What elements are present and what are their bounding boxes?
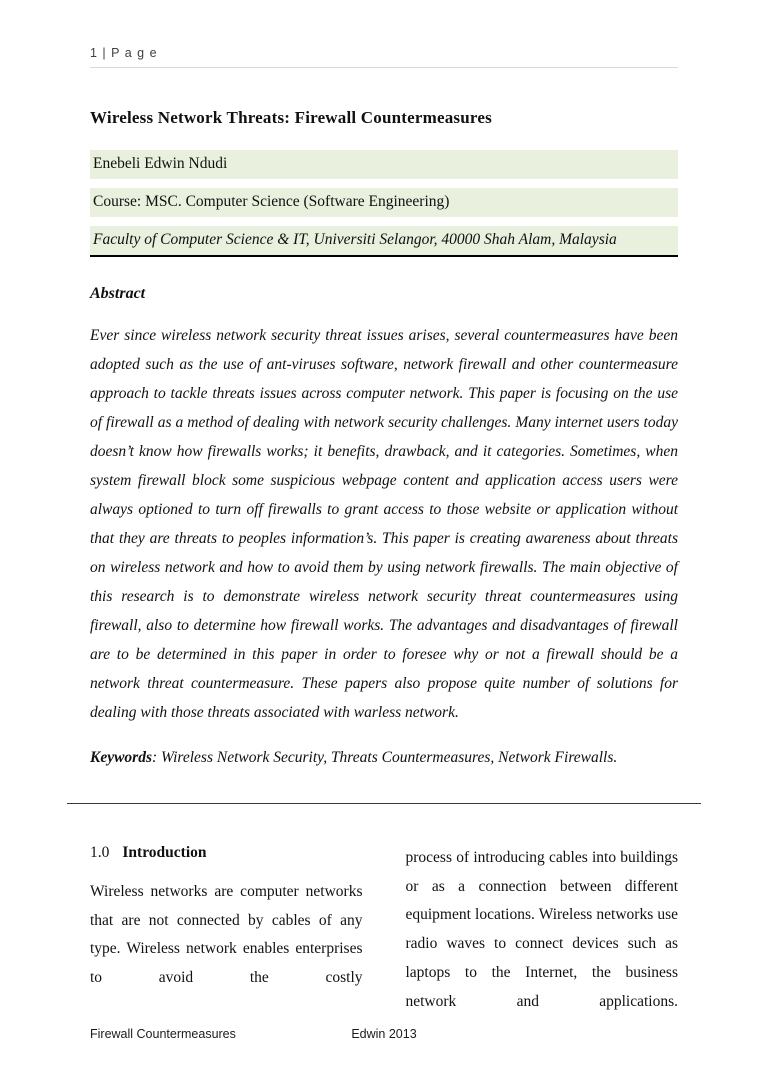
course-line: Course: MSC. Computer Science (Software Engineering) [90,188,678,217]
paper-title: Wireless Network Threats: Firewall Countermeasures [90,108,492,127]
affiliation-line: Faculty of Computer Science & IT, Universiti Selangor, 40000 Shah Alam, Malaysia [90,226,678,257]
introduction-section [90,844,678,1017]
page-header [90,46,678,68]
intro-section-number: 1.0 [90,843,110,861]
section-divider [67,803,701,804]
keywords-label: Keywords [90,748,152,766]
intro-heading [90,844,363,862]
keywords-text: : Wireless Network Security, Threats Countermeasures, Network Firewalls. [152,748,618,766]
author-name: Enebeli Edwin Ndudi [90,150,678,179]
intro-column-right [406,844,679,1017]
intro-text-right: process of introducing cables into buildings or as a connection between different equipment locations. Wireless networks use radio waves to connect devices such as laptops to the Internet, the business network and applications. [405,848,678,1010]
page-number-label: 1 | P a g e [90,46,158,60]
intro-text-left: Wireless networks are computer networks that are not connected by cables of any type. Wireless network enables enterprises to avoid the costly [90,882,363,987]
intro-section-title: Introduction [122,843,207,861]
abstract-heading: Abstract [90,285,146,302]
page-footer [0,1027,768,1043]
footer-author-year: Edwin 2013 [351,1027,417,1041]
keywords-line [90,749,678,767]
footer-running-title: Firewall Countermeasures [90,1027,236,1041]
abstract-body: Ever since wireless network security threat issues arises, several countermeasures have been adopted such as the use of ant-viruses software, network firewall and other countermeasure approach to tackle threats issues across computer network. This paper is focusing on the use of firewall as a method of dealing with network security challenges. Many internet users today doesn’t know how firewalls works; it benefits, drawback, and it categories. Sometimes, when system firewall block some suspicious webpage content and application access users were always optioned to turn off firewalls to grant access to those website or application without that they are threats to peoples information’s. This paper is creating awareness about threats on wireless network and how to avoid them by using network firewalls. The main objective of this research is to demonstrate wireless network security threat countermeasures using firewall, also to determine how firewall works. The advantages and disadvantages of firewall are to be determined in this paper in order to foresee why or not a firewall should be a network threat countermeasure. These papers also propose quite number of solutions for dealing with those threats associated with warless network. [90,327,678,721]
intro-column-left [90,844,363,993]
